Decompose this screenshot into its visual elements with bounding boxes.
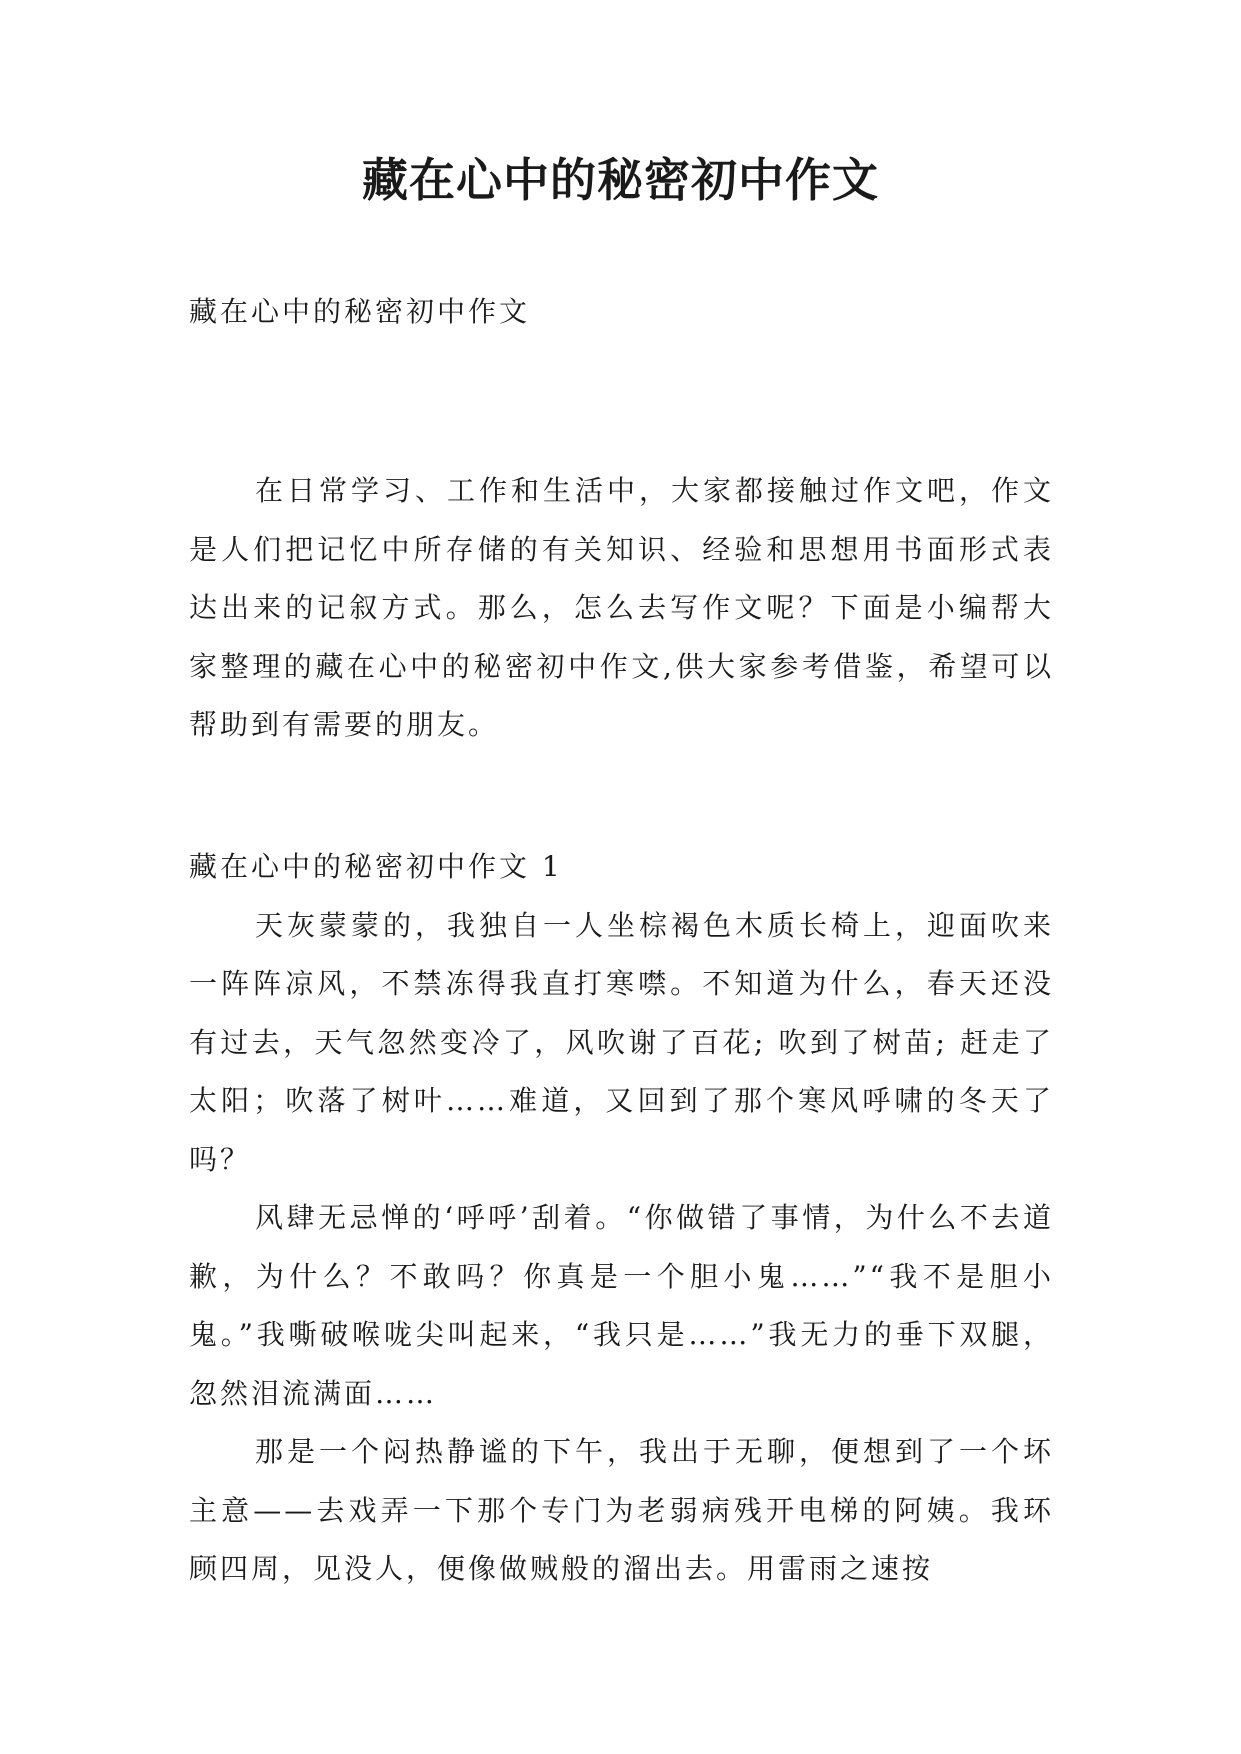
document-title: 藏在心中的秘密初中作文: [362, 153, 879, 207]
document-subtitle: 藏在心中的秘密初中作文: [189, 295, 531, 328]
section-heading: 藏在心中的秘密初中作文 1: [189, 850, 563, 883]
intro-section: [189, 462, 1054, 755]
body-paragraph-2: 风肆无忌惮的‘呼呼’刮着。“你做错了事情，为什么不去道歉，为什么？不敢吗？你真是一个胆小鬼……”“我不是胆小鬼。”我嘶破喉咙尖叫起来，“我只是……”我无力的垂下双腿，忽然泪流满面……: [189, 1201, 1054, 1410]
essay-section-1: [189, 838, 1054, 1599]
intro-paragraph: 在日常学习、工作和生活中，大家都接触过作文吧，作文是人们把记忆中所存储的有关知识、经验和思想用书面形式表达出来的记叙方式。那么，怎么去写作文呢？下面是小编帮大家整理的藏在心中的秘密初中作文,供大家参考借鉴，希望可以帮助到有需要的朋友。: [189, 474, 1054, 741]
body-paragraph-3: 那是一个闷热静谧的下午，我出于无聊，便想到了一个坏主意——去戏弄一下那个专门为老弱病残开电梯的阿姨。我环顾四周，见没人，便像做贼般的溜出去。用雷雨之速按: [189, 1435, 1054, 1585]
body-paragraph-1: 天灰蒙蒙的，我独自一人坐棕褐色木质长椅上，迎面吹来一阵阵凉风，不禁冻得我直打寒噤。不知道为什么，春天还没有过去，天气忽然变冷了，风吹谢了百花; 吹到了树苗; 赶走了太阳；吹落了树叶……难道，又回到了那个寒风呼啸的冬天了吗？: [189, 908, 1054, 1176]
